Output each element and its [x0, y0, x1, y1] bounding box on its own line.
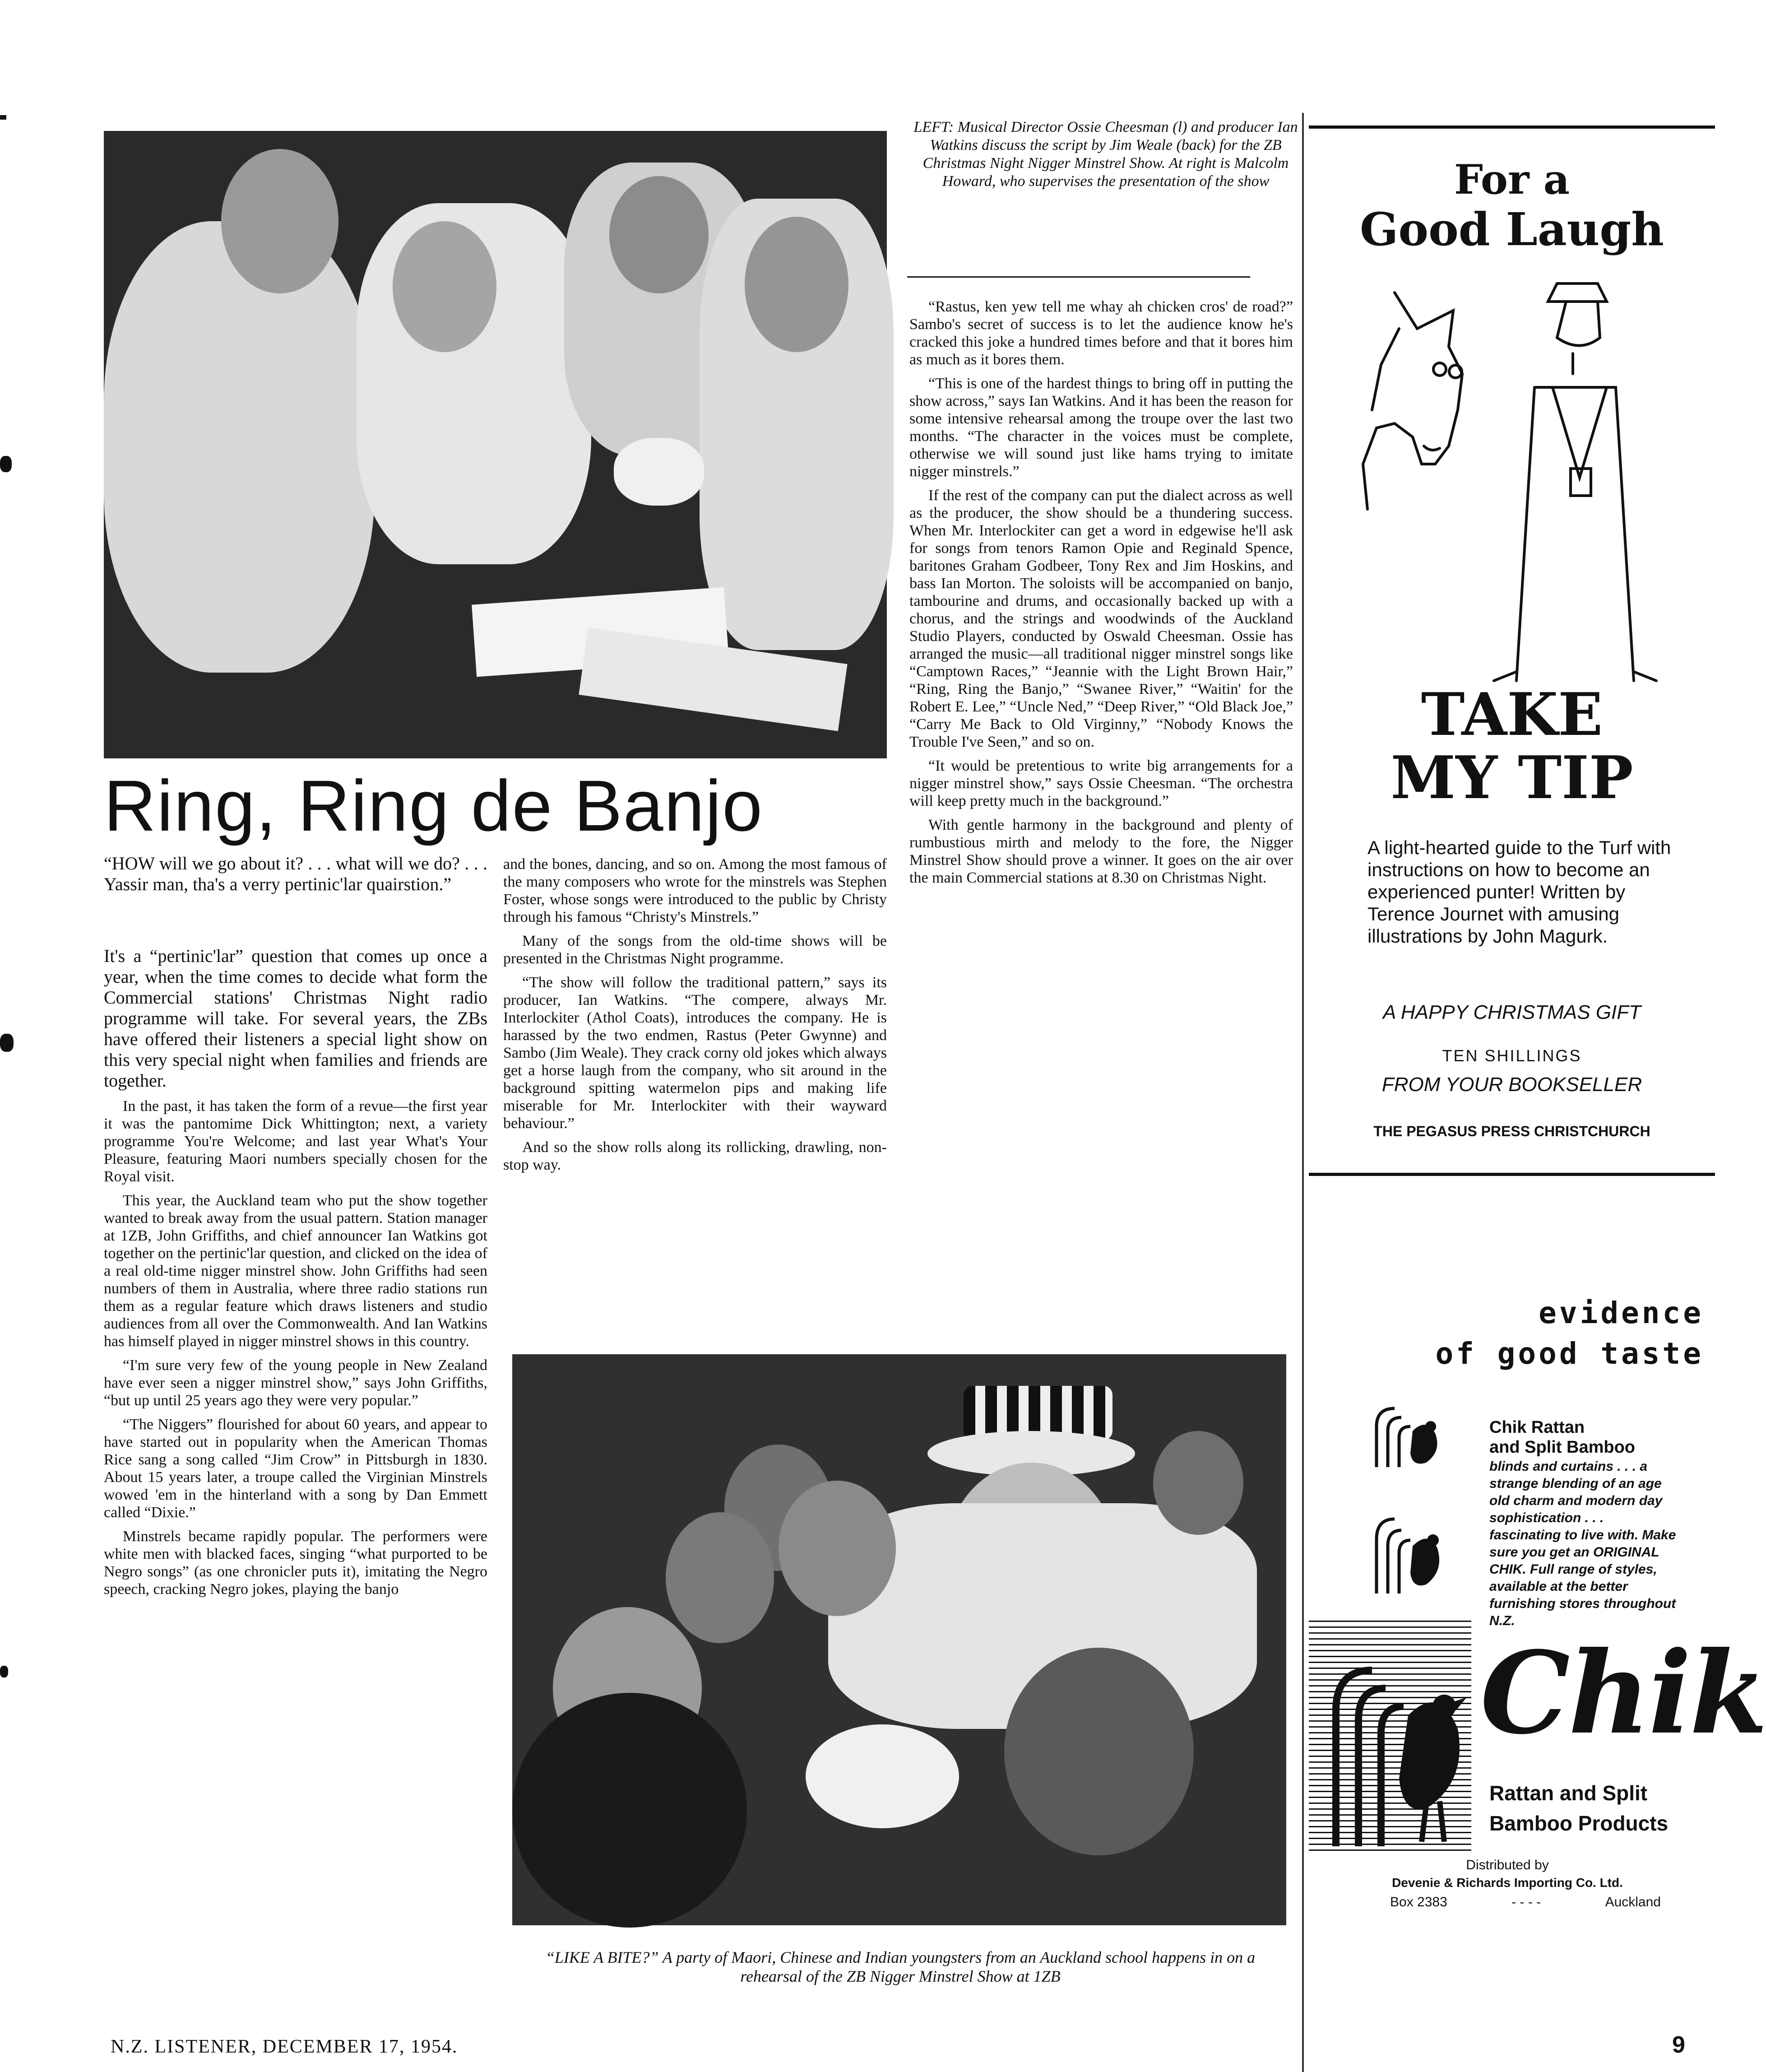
chik-tagline-line1: Rattan and Split [1489, 1781, 1648, 1805]
chik-headline-line1: evidence [1539, 1296, 1704, 1330]
chik-address-city: Auckland [1605, 1895, 1661, 1909]
paragraph: In the past, it has taken the form of a revue—the first year it was the pantomime Dick Whittington; next, a variety programme You're Welcome; and last year What's Your Pleasure, featuring Maori numbers specially chosen for the Royal visit. [104, 1098, 487, 1185]
chik-distributed-label: Distributed by [1466, 1858, 1549, 1872]
chik-product-line1: Chik Rattan [1489, 1418, 1585, 1437]
ad-top-rule [1309, 125, 1715, 129]
chik-address-box: Box 2383 [1390, 1895, 1447, 1909]
chik-brand: Chik [1480, 1626, 1766, 1759]
chik-body: blinds and curtains . . . a strange blending of an age old charm and modern day sophistication . . . fascinating to live with. Make sure you get an ORIGINAL CHIK. Full range of styles, available at the better furnishing stores throughout N.Z. [1489, 1459, 1676, 1628]
photo-top-caption: LEFT: Musical Director Ossie Cheesman (l) and producer Ian Watkins discuss the script by Jim Weale (back) for the ZB Christmas Night Nigger Minstrel Show. At right is Malcolm Howard, who supervises the presentation of the show [913, 119, 1298, 190]
paragraph: “The Niggers” flourished for about 60 years, and appear to have started out in popularity when the American Thomas Rice sang a song called “Jim Crow” in Pittsburgh in 1830. About 15 years later, a troupe called the Virginian Minstrels wowed 'em in the hinterland with a song by Dan Emmett called “Dixie.” [104, 1416, 487, 1521]
paragraph: “I'm sure very few of the young people in New Zealand have ever seen a nigger minstrel show,” says John Griffiths, “but up until 25 years ago they were very popular.” [104, 1357, 487, 1409]
ad-chik [1309, 1219, 1766, 1986]
ad-heading-line1: For a [1454, 156, 1570, 204]
ad-gift: A HAPPY CHRISTMAS GIFT [1382, 1001, 1641, 1023]
ad-title-line2: MY TIP [1391, 743, 1633, 812]
paragraph: “The show will follow the traditional pattern,” says its producer, Ian Watkins. “The compere, always Mr. Interlockiter (Athol Coats), introduces the company. He is harassed by the two endmen, Rastus (Peter Gwynne) and Sambo (Jim Weale). They crack corny old jokes which always get a horse laugh from the company, who sit around in the background spitting watermelon pips and making life miserable for Mr. Interlockiter with their wayward behaviour.” [503, 974, 887, 1132]
photo-script-discussion [104, 131, 887, 758]
article-intro-quote: “HOW will we go about it? . . . what will we do? . . . Yassir man, tha's a verry pertinic'lar quairstion.” [104, 853, 487, 894]
chik-product-line2: and Split Bamboo [1489, 1438, 1635, 1457]
paragraph: and the bones, dancing, and so on. Among the most famous of the many composers who wrote for the minstrels was Stephen Foster, whose songs were introduced to the public by Christy through his famous “Christy's Minstrels.” [503, 856, 887, 925]
article-column-3 [909, 298, 1293, 893]
paragraph: “It would be pretentious to write big arrangements for a nigger minstrel show,” says Ossie Cheesman. “The orchestra will keep pretty much in the background.” [909, 757, 1293, 809]
paragraph: If the rest of the company can put the dialect across as well as the producer, the show should be a thundering success. When Mr. Interlockiter can get a word in edgewise he'll ask for songs from tenors Ramon Opie and Reginald Spence, baritones Graham Godbeer, Tony Rex and Jim Hoskins, and bass Ian Morton. The soloists will be accompanied on banjo, tambourine and drums, and occasionally backed up with a chorus, and the strings and woodwinds of the Auckland Studio Players, conducted by Oswald Cheesman. Ossie has arranged the music—all traditional nigger minstrel songs like “Camptown Races,” “Jeannie with the Light Brown Hair,” “Ring, Ring the Banjo,” “Swanee River,” “Waitin' for the Robert E. Lee,” “Uncle Ned,” “Deep River,” “Old Black Joe,” “Carry Me Back to Old Virginny,” “Nobody Knows the Trouble I've Seen,” and so on. [909, 487, 1293, 750]
photo-rehearsal-youngsters [512, 1354, 1286, 1925]
paragraph: With gentle harmony in the background and plenty of rumbustious mirth and melody to the fore, the Nigger Minstrel Show should prove a winner. It goes on the air over the main Commercial stations at 8.30 on Christmas Night. [909, 817, 1293, 886]
photo-bottom-caption: “LIKE A BITE?” A party of Maori, Chinese and Indian youngsters from an Auckland school happens in on a rehearsal of the ZB Nigger Minstrel Show at 1ZB [545, 1948, 1256, 1985]
column-divider [1302, 113, 1304, 2072]
caption-divider [907, 276, 1250, 278]
ad-description: A light-hearted guide to the Turf with instructions on how to become an experienced punter! Written by Terence Journet with amusing illustrations by John Magurk. [1367, 837, 1671, 947]
footer-publication: N.Z. LISTENER, DECEMBER 17, 1954. [111, 2036, 458, 2057]
scan-mark [0, 1666, 8, 1677]
ad-bottom-rule [1309, 1173, 1715, 1176]
page-number: 9 [1672, 2032, 1685, 2058]
article-title: Ring, Ring de Banjo [104, 765, 764, 846]
paragraph: This year, the Auckland team who put the show together wanted to break away from the usual pattern. Station manager at 1ZB, John Griffiths, and chief announcer Ian Watkins got together on the pertinic'lar question, and clicked on the idea of a real old-time nigger minstrel show. John Griffiths had seen numbers of them in Australia, where three radio stations run them as a regular feature which draws listeners and studio audiences from all over the Commonwealth. And Ian Watkins has himself played in nigger minstrel shows in this country. [104, 1192, 487, 1350]
rooster-icon [1367, 1508, 1449, 1598]
chik-tagline-line2: Bamboo Products [1489, 1812, 1669, 1835]
horse-and-tipster-illustration [1345, 274, 1688, 681]
ad-title-line1: TAKE [1421, 680, 1603, 749]
scan-mark [0, 115, 6, 120]
paragraph: “This is one of the hardest things to bring off in putting the show across,” says Ian Watkins. And it has been the reason for some intensive rehearsal among the troupe over the last two months. “The character in the voices must be complete, otherwise we will sound just like hams trying to imitate nigger minstrels.” [909, 375, 1293, 480]
article-column-1 [104, 946, 487, 1604]
paragraph: Many of the songs from the old-time shows will be presented in the Christmas Night programme. [503, 933, 887, 967]
chik-distributor: Devenie & Richards Importing Co. Ltd. [1392, 1876, 1623, 1890]
chik-address-dashes: - - - - [1511, 1895, 1541, 1909]
ad-publisher: THE PEGASUS PRESS CHRISTCHURCH [1373, 1123, 1650, 1139]
paragraph: Minstrels became rapidly popular. The performers were white men with blacked faces, singing “what purported to be Negro songs” (as one chronicler puts it), imitating the Negro speech, cracking Negro jokes, playing the banjo [104, 1528, 487, 1598]
chik-address [1390, 1895, 1661, 1910]
ad-take-my-tip [1309, 125, 1729, 1177]
scan-mark [0, 456, 12, 472]
article-column-2 [503, 855, 887, 1180]
scan-mark [0, 1034, 14, 1052]
paragraph: And so the show rolls along its rollicking, drawling, non-stop way. [503, 1139, 887, 1173]
paragraph: “Rastus, ken yew tell me whay ah chicken cros' de road?” Sambo's secret of success is to let the audience know he's cracked this joke a hundred times before and that it bores him as much as it bores them. [909, 298, 1293, 368]
chik-headline-line2: of good taste [1435, 1336, 1704, 1371]
ad-price: TEN SHILLINGS [1442, 1046, 1582, 1065]
rooster-icon [1367, 1399, 1449, 1472]
ad-seller: FROM YOUR BOOKSELLER [1381, 1073, 1642, 1096]
chik-rooster-logo [1318, 1643, 1467, 1851]
ad-heading-line2: Good Laugh [1360, 203, 1664, 256]
paragraph: It's a “pertinic'lar” question that comes up once a year, when the time comes to decide what form the Commercial stations' Christmas Night radio programme will take. For several years, the ZBs have offered their listeners a special light show on this very special night when families and friends are together. [104, 946, 487, 1091]
